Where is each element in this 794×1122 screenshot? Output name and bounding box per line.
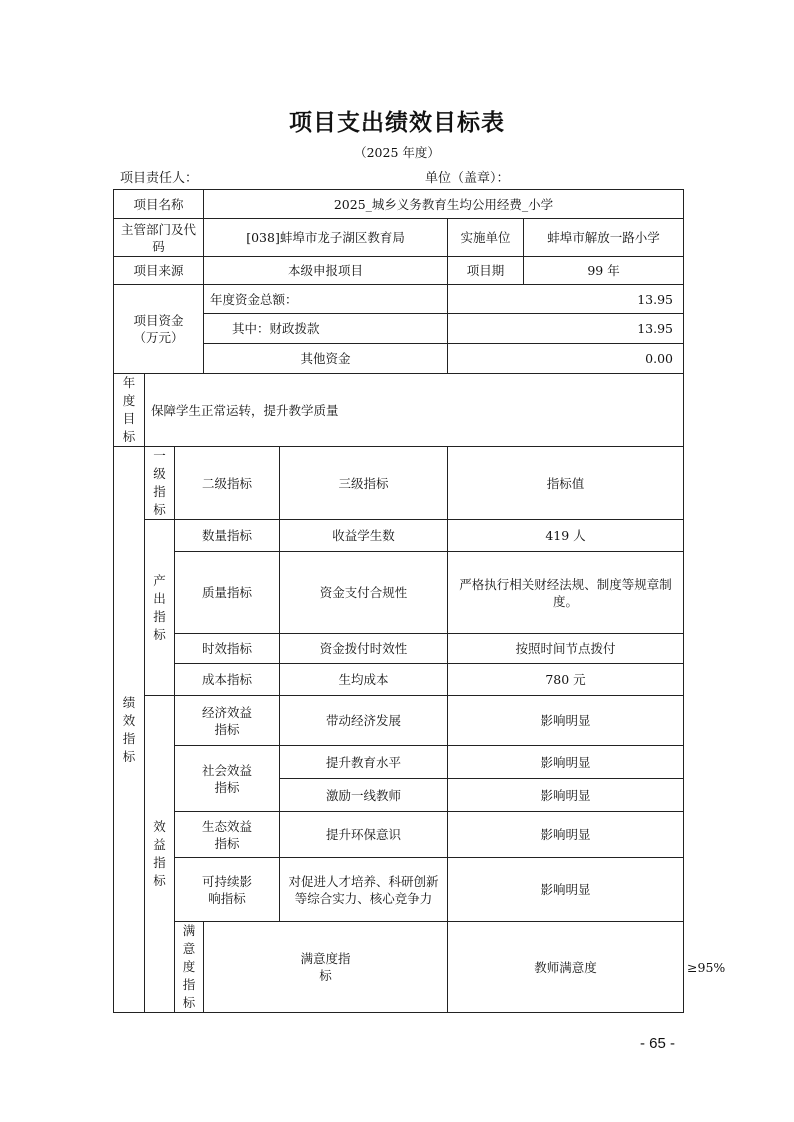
page-number: - 65 - <box>640 1035 676 1052</box>
project-name-label: 项目名称 <box>114 190 204 219</box>
row-l2: 生态效益指标 <box>175 812 280 858</box>
funds-total: 13.95 <box>448 285 684 314</box>
row-value: 按照时间节点拨付 <box>448 634 684 664</box>
row-l3: 教师满意度 <box>448 922 684 1013</box>
dept-label: 主管部门及代码 <box>114 219 204 257</box>
period: 99 年 <box>587 263 620 278</box>
satisfaction-label: 满意度指标 <box>175 922 204 1013</box>
row-l2: 成本指标 <box>175 664 280 696</box>
row-l3: 提升环保意识 <box>280 812 448 858</box>
performance-table: 项目名称 2025_城乡义务教育生均公用经费_小学 主管部门及代码 [038]蚌埠市龙子湖区教育局 实施单位 蚌埠市解放一路小学 项目来源 本级申报项目 项目期 99 年 项目资金（万元） 年度资金总额： 13.95 其中：财政拨款 13.95 其他资金 0.00 年度目标 保障学生正常运转，提升教学质量 绩效指标 一级指标 二级指标 三级指标 指标值 产出指标 数量指标 收益学生数 419 人 质量指标 资金支付合规性 严格执行相关财经法规、制度等规章制度。 时效指标 资金拨付时效性 按照时间节点拨付 成本指标 生均成本 780 元 效益指标 经济效益指标 带动经济发展 影响明显 社会效益指标 提升教育水平 影响明显 激励一线教师 影响明显 生态效益指标 提升环保意识 影响明显 可持续影响指标 对促进人才培养、科研创新等综合实力、核心竞争力 影响明显 满意度指标 满意度指标 教师满意度 ≥95% <box>113 189 684 1013</box>
row-value: 影响明显 <box>448 812 684 858</box>
unit-label: 单位（盖章）： <box>425 171 510 186</box>
impl-label: 实施单位 <box>448 219 524 256</box>
funds-other: 0.00 <box>448 344 684 374</box>
period-label: 项目期 <box>448 257 524 284</box>
header-l2: 二级指标 <box>175 447 280 520</box>
row-value: 影响明显 <box>448 858 684 922</box>
header-l1: 一级指标 <box>145 447 175 520</box>
row-l3: 资金支付合规性 <box>280 552 448 634</box>
benefit-label: 效益指标 <box>145 696 175 1013</box>
row-value: 严格执行相关财经法规、制度等规章制度。 <box>448 552 684 634</box>
output-label: 产出指标 <box>145 520 175 696</box>
row-l3: 生均成本 <box>280 664 448 696</box>
dept: [038]蚌埠市龙子湖区教育局 <box>204 219 448 257</box>
row-value: 影响明显 <box>448 779 684 812</box>
row-l2: 社会效益指标 <box>175 746 280 812</box>
row-l3: 带动经济发展 <box>280 696 448 746</box>
row-l3: 激励一线教师 <box>280 779 448 812</box>
header-value: 指标值 <box>448 447 684 520</box>
funds-other-label: 其他资金 <box>204 344 448 374</box>
row-l2: 可持续影响指标 <box>175 858 280 922</box>
project-name: 2025_城乡义务教育生均公用经费_小学 <box>204 190 684 219</box>
row-l3: 提升教育水平 <box>280 746 448 779</box>
page-title: 项目支出绩效目标表 <box>289 110 505 136</box>
row-value: 影响明显 <box>448 746 684 779</box>
funds-fiscal: 13.95 <box>448 314 684 344</box>
goal-text: 保障学生正常运转，提升教学质量 <box>145 374 684 447</box>
goal-label: 年度目标 <box>114 374 145 447</box>
source: 本级申报项目 <box>204 257 448 285</box>
impl-cell <box>448 219 684 257</box>
header-l3: 三级指标 <box>280 447 448 520</box>
funds-label: 项目资金（万元） <box>114 285 204 374</box>
period-cell <box>448 257 684 285</box>
row-l3: 收益学生数 <box>280 520 448 552</box>
row-l2: 数量指标 <box>175 520 280 552</box>
row-value: 780 元 <box>448 664 684 696</box>
row-l2: 满意度指标 <box>204 922 448 1013</box>
row-l3: 资金拨付时效性 <box>280 634 448 664</box>
responsible-label: 项目责任人： <box>120 171 199 186</box>
perf-label: 绩效指标 <box>114 447 145 1013</box>
row-l2: 质量指标 <box>175 552 280 634</box>
row-l2: 时效指标 <box>175 634 280 664</box>
funds-fiscal-label: 其中：财政拨款 <box>204 314 448 344</box>
funds-total-label: 年度资金总额： <box>204 285 448 314</box>
impl-unit: 蚌埠市解放一路小学 <box>547 230 660 245</box>
row-value: 419 人 <box>448 520 684 552</box>
row-l2: 经济效益指标 <box>175 696 280 746</box>
row-l3: 对促进人才培养、科研创新等综合实力、核心竞争力 <box>280 858 448 922</box>
year-note: （2025 年度） <box>354 145 440 160</box>
source-label: 项目来源 <box>114 257 204 285</box>
row-value: 影响明显 <box>448 696 684 746</box>
